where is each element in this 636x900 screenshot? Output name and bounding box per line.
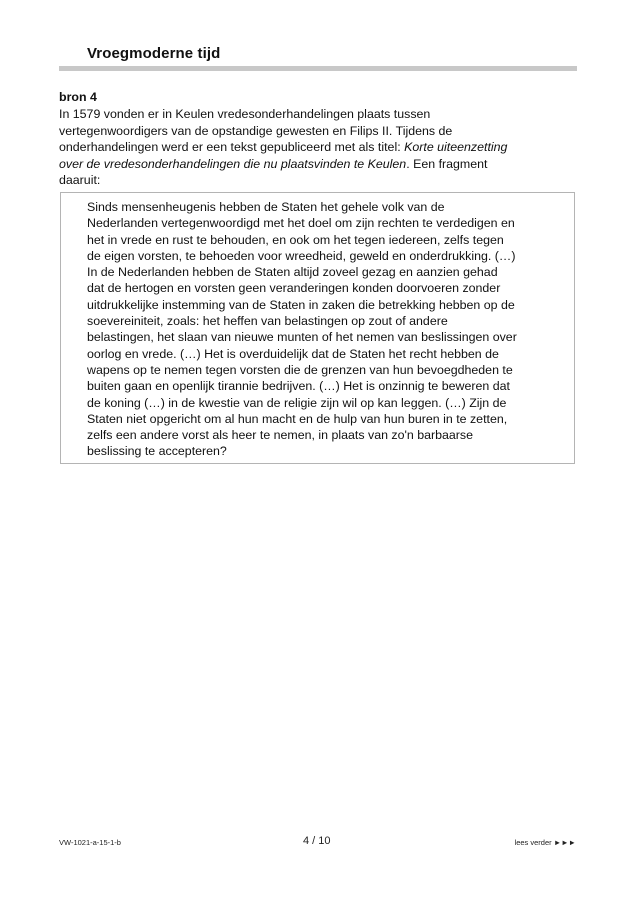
quote-line: Staten niet opgericht om al hun macht en de hulp van hun buren in te zetten,	[87, 411, 508, 426]
quote-line: Nederlanden vertegenwoordigd met het doel om zijn rechten te verdedigen en	[87, 216, 515, 231]
footer-code: VW-1021-a-15-1-b	[59, 838, 121, 847]
quote-line: oorlog en vrede. (…) Het is overduidelijk dat de Staten het recht hebben de	[87, 346, 499, 361]
quote-line: buiten gaan en openlijk tirannie bedrijven. (…) Het is onzinnig te beweren dat	[87, 379, 510, 394]
quote-line: wapens op te nemen tegen vorsten die de grenzen van hun bevoegdheden te	[87, 362, 513, 377]
intro-line	[59, 156, 559, 173]
header-rule	[59, 66, 577, 71]
intro-title-italic: over de vredesonderhandelingen die nu plaatsvinden te Keulen	[59, 156, 407, 171]
page-title: Vroegmoderne tijd	[87, 45, 221, 62]
quote-line: beslissing te accepteren?	[87, 444, 227, 459]
quote-line: uitdrukkelijke instemming van de Staten in zaken die betrekking hebben op de	[87, 297, 515, 312]
page-number: 4 / 10	[303, 835, 331, 847]
intro-line	[59, 139, 559, 156]
quote-line: het in vrede en rust te behouden, en ook om het tegen iedereen, zelfs tegen	[87, 232, 504, 247]
intro-line: vertegenwoordigers van de opstandige gewesten en Filips II. Tijdens de	[59, 123, 453, 138]
intro-title-italic: Korte uiteenzetting	[404, 140, 508, 155]
quote-line: dat de hertogen en vorsten geen veranderingen konden doorvoeren zonder	[87, 281, 501, 296]
intro-text: . Een fragment	[406, 156, 488, 171]
quote-line: soevereiniteit, zoals: het heffen van belastingen op zout of andere	[87, 314, 448, 329]
next-page-indicator: lees verder ►►►	[514, 838, 576, 847]
quote-line: belastingen, het slaan van nieuwe munten of het nemen van beslissingen over	[87, 330, 517, 345]
quote-line: Sinds mensenheugenis hebben de Staten het gehele volk van de	[87, 200, 445, 214]
quote-line: zelfs een andere vorst als heer te nemen, in plaats van zo'n barbaarse	[87, 428, 474, 443]
quote-line: de koning (…) in de kwestie van de religie zijn wil op kan leggen. (…) Zijn de	[87, 395, 507, 410]
quote-line: de eigen vorsten, te behoeden voor wreedheid, geweld en onderdrukking. (…)	[87, 248, 516, 263]
quote-text	[87, 199, 517, 460]
intro-line: In 1579 vonden er in Keulen vredesonderhandelingen plaats tussen	[59, 107, 431, 121]
intro-line: daaruit:	[59, 173, 101, 188]
intro-text: onderhandelingen werd er een tekst gepubliceerd met als titel:	[59, 140, 405, 155]
source-label: bron 4	[59, 90, 97, 104]
quote-line: In de Nederlanden hebben de Staten altijd zoveel gezag en aanzien gehad	[87, 265, 498, 280]
source-intro	[59, 106, 559, 189]
